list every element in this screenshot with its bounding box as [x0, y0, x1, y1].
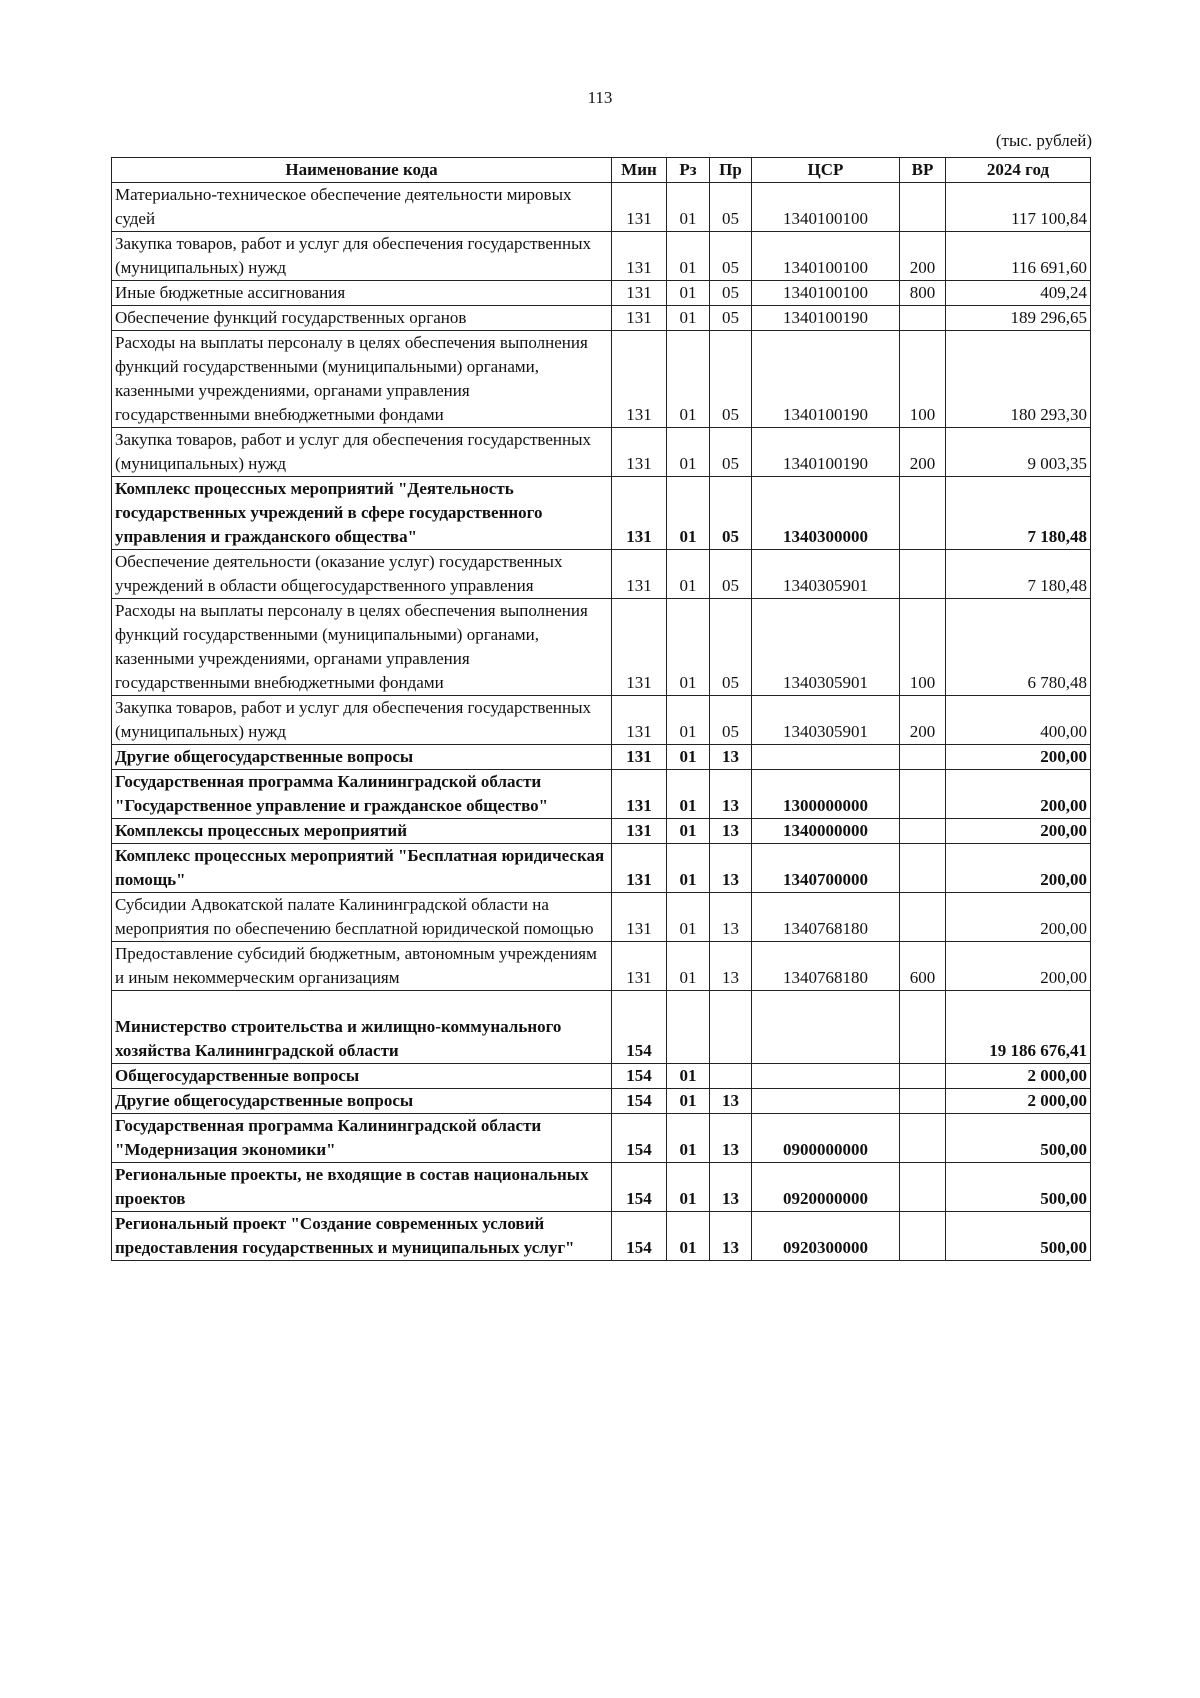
cell-min: 154	[612, 1089, 667, 1114]
table-row	[112, 306, 1091, 331]
cell-vr	[900, 1064, 946, 1089]
cell-rz: 01	[667, 1212, 710, 1261]
cell-name: Общегосударственные вопросы	[112, 1064, 612, 1089]
table-row	[112, 745, 1091, 770]
cell-vr	[900, 770, 946, 819]
table-row	[112, 599, 1091, 696]
cell-name: Министерство строительства и жилищно-коммунального хозяйства Калининградской области	[112, 991, 612, 1064]
cell-amount: 2 000,00	[946, 1089, 1091, 1114]
cell-name: Государственная программа Калининградской области "Государственное управление и гражданское общество"	[112, 770, 612, 819]
unit-note: (тыс. рублей)	[995, 131, 1092, 150]
cell-csr: 1340100100	[752, 281, 900, 306]
cell-amount: 200,00	[946, 819, 1091, 844]
cell-vr	[900, 1163, 946, 1212]
page-number: 113	[587, 88, 613, 107]
cell-csr	[752, 1089, 900, 1114]
cell-min: 131	[612, 232, 667, 281]
table-body	[112, 183, 1091, 1261]
cell-amount: 117 100,84	[946, 183, 1091, 232]
cell-amount: 200,00	[946, 770, 1091, 819]
cell-vr	[900, 550, 946, 599]
cell-csr: 0920300000	[752, 1212, 900, 1261]
cell-vr	[900, 893, 946, 942]
cell-csr: 1340100190	[752, 428, 900, 477]
cell-min: 131	[612, 428, 667, 477]
cell-csr: 1340300000	[752, 477, 900, 550]
cell-pr: 13	[710, 1089, 752, 1114]
cell-pr: 05	[710, 428, 752, 477]
header-name: Наименование кода	[112, 158, 612, 183]
cell-rz: 01	[667, 281, 710, 306]
cell-amount: 6 780,48	[946, 599, 1091, 696]
header-csr: ЦСР	[752, 158, 900, 183]
cell-min: 131	[612, 183, 667, 232]
cell-name: Закупка товаров, работ и услуг для обеспечения государственных (муниципальных) нужд	[112, 428, 612, 477]
cell-name: Расходы на выплаты персоналу в целях обеспечения выполнения функций государственными (муниципальными) органами, казенными учреждениями, органами управления государственными внебюджетными фондами	[112, 599, 612, 696]
table-row	[112, 696, 1091, 745]
cell-csr	[752, 745, 900, 770]
cell-pr: 05	[710, 550, 752, 599]
table-row	[112, 1163, 1091, 1212]
cell-vr: 800	[900, 281, 946, 306]
cell-csr: 1340100100	[752, 183, 900, 232]
cell-amount: 500,00	[946, 1163, 1091, 1212]
cell-name: Иные бюджетные ассигнования	[112, 281, 612, 306]
cell-min: 131	[612, 819, 667, 844]
cell-min: 131	[612, 550, 667, 599]
cell-rz: 01	[667, 183, 710, 232]
cell-amount: 500,00	[946, 1114, 1091, 1163]
cell-vr	[900, 1212, 946, 1261]
cell-min: 131	[612, 745, 667, 770]
cell-name: Другие общегосударственные вопросы	[112, 1089, 612, 1114]
cell-vr: 200	[900, 232, 946, 281]
cell-name: Предоставление субсидий бюджетным, автономным учреждениям и иным некоммерческим организациям	[112, 942, 612, 991]
cell-vr	[900, 477, 946, 550]
cell-pr	[710, 1064, 752, 1089]
cell-vr: 600	[900, 942, 946, 991]
cell-min: 131	[612, 306, 667, 331]
cell-pr: 13	[710, 770, 752, 819]
table-row	[112, 477, 1091, 550]
cell-name: Закупка товаров, работ и услуг для обеспечения государственных (муниципальных) нужд	[112, 232, 612, 281]
cell-min: 131	[612, 331, 667, 428]
table-row	[112, 844, 1091, 893]
header-pr: Пр	[710, 158, 752, 183]
cell-pr	[710, 991, 752, 1064]
cell-rz: 01	[667, 770, 710, 819]
table-header-row	[112, 158, 1091, 183]
cell-csr: 1300000000	[752, 770, 900, 819]
cell-rz: 01	[667, 599, 710, 696]
cell-min: 131	[612, 770, 667, 819]
cell-vr: 100	[900, 599, 946, 696]
cell-amount: 116 691,60	[946, 232, 1091, 281]
cell-name: Региональный проект "Создание современных условий предоставления государственных и муниципальных услуг"	[112, 1212, 612, 1261]
cell-name: Комплекс процессных мероприятий "Бесплатная юридическая помощь"	[112, 844, 612, 893]
cell-pr: 05	[710, 599, 752, 696]
cell-rz: 01	[667, 696, 710, 745]
cell-min: 154	[612, 991, 667, 1064]
cell-csr: 1340000000	[752, 819, 900, 844]
cell-vr	[900, 745, 946, 770]
cell-rz: 01	[667, 1089, 710, 1114]
cell-name: Обеспечение функций государственных органов	[112, 306, 612, 331]
cell-vr: 200	[900, 696, 946, 745]
table-row	[112, 770, 1091, 819]
cell-name: Региональные проекты, не входящие в состав национальных проектов	[112, 1163, 612, 1212]
cell-rz: 01	[667, 550, 710, 599]
cell-pr: 13	[710, 1163, 752, 1212]
cell-amount: 2 000,00	[946, 1064, 1091, 1089]
cell-csr: 0900000000	[752, 1114, 900, 1163]
cell-rz: 01	[667, 819, 710, 844]
cell-vr	[900, 306, 946, 331]
cell-name: Комплекс процессных мероприятий "Деятельность государственных учреждений в сфере государственного управления и гражданского общества"	[112, 477, 612, 550]
cell-min: 131	[612, 477, 667, 550]
cell-min: 131	[612, 696, 667, 745]
budget-table	[111, 157, 1091, 1261]
table-row	[112, 1212, 1091, 1261]
cell-rz: 01	[667, 331, 710, 428]
cell-csr: 1340305901	[752, 550, 900, 599]
cell-min: 131	[612, 599, 667, 696]
cell-vr	[900, 819, 946, 844]
cell-vr	[900, 991, 946, 1064]
cell-pr: 13	[710, 1212, 752, 1261]
cell-rz: 01	[667, 1163, 710, 1212]
cell-csr: 1340305901	[752, 599, 900, 696]
cell-rz: 01	[667, 306, 710, 331]
cell-amount: 500,00	[946, 1212, 1091, 1261]
cell-name: Комплексы процессных мероприятий	[112, 819, 612, 844]
cell-pr: 13	[710, 819, 752, 844]
table-row	[112, 991, 1091, 1064]
cell-amount: 409,24	[946, 281, 1091, 306]
table-row	[112, 331, 1091, 428]
cell-min: 131	[612, 844, 667, 893]
table-row	[112, 232, 1091, 281]
cell-name: Обеспечение деятельности (оказание услуг) государственных учреждений в области общегосударственного управления	[112, 550, 612, 599]
cell-rz	[667, 991, 710, 1064]
cell-amount: 19 186 676,41	[946, 991, 1091, 1064]
header-rz: Рз	[667, 158, 710, 183]
cell-rz: 01	[667, 1114, 710, 1163]
table-row	[112, 942, 1091, 991]
cell-pr: 05	[710, 477, 752, 550]
cell-csr: 1340100190	[752, 331, 900, 428]
cell-rz: 01	[667, 1064, 710, 1089]
header-vr: ВР	[900, 158, 946, 183]
table-row	[112, 550, 1091, 599]
cell-vr	[900, 1114, 946, 1163]
cell-amount: 400,00	[946, 696, 1091, 745]
table-row	[112, 428, 1091, 477]
cell-rz: 01	[667, 428, 710, 477]
table-row	[112, 1114, 1091, 1163]
cell-min: 154	[612, 1064, 667, 1089]
cell-csr: 1340305901	[752, 696, 900, 745]
cell-vr: 200	[900, 428, 946, 477]
cell-csr: 1340100100	[752, 232, 900, 281]
table-row	[112, 819, 1091, 844]
cell-name: Государственная программа Калининградской области "Модернизация экономики"	[112, 1114, 612, 1163]
cell-amount: 200,00	[946, 844, 1091, 893]
cell-pr: 05	[710, 306, 752, 331]
cell-amount: 200,00	[946, 745, 1091, 770]
cell-amount: 7 180,48	[946, 550, 1091, 599]
cell-min: 131	[612, 281, 667, 306]
cell-pr: 05	[710, 281, 752, 306]
cell-min: 154	[612, 1114, 667, 1163]
table-row	[112, 1089, 1091, 1114]
cell-amount: 7 180,48	[946, 477, 1091, 550]
cell-rz: 01	[667, 232, 710, 281]
cell-pr: 05	[710, 232, 752, 281]
cell-rz: 01	[667, 893, 710, 942]
cell-pr: 05	[710, 696, 752, 745]
cell-vr	[900, 844, 946, 893]
cell-vr: 100	[900, 331, 946, 428]
table-row	[112, 893, 1091, 942]
cell-csr	[752, 1064, 900, 1089]
cell-csr: 1340768180	[752, 942, 900, 991]
cell-pr: 13	[710, 844, 752, 893]
cell-vr	[900, 183, 946, 232]
cell-csr	[752, 991, 900, 1064]
cell-min: 131	[612, 893, 667, 942]
cell-csr: 1340700000	[752, 844, 900, 893]
table-row	[112, 281, 1091, 306]
cell-pr: 13	[710, 1114, 752, 1163]
cell-name: Материально-техническое обеспечение деятельности мировых судей	[112, 183, 612, 232]
cell-min: 154	[612, 1163, 667, 1212]
cell-amount: 200,00	[946, 942, 1091, 991]
cell-amount: 200,00	[946, 893, 1091, 942]
cell-amount: 9 003,35	[946, 428, 1091, 477]
cell-name: Закупка товаров, работ и услуг для обеспечения государственных (муниципальных) нужд	[112, 696, 612, 745]
table-row	[112, 183, 1091, 232]
cell-pr: 13	[710, 745, 752, 770]
cell-name: Другие общегосударственные вопросы	[112, 745, 612, 770]
cell-pr: 13	[710, 893, 752, 942]
cell-name: Субсидии Адвокатской палате Калининградской области на мероприятия по обеспечению бесплатной юридической помощью	[112, 893, 612, 942]
cell-csr: 0920000000	[752, 1163, 900, 1212]
cell-rz: 01	[667, 477, 710, 550]
header-min: Мин	[612, 158, 667, 183]
cell-csr: 1340768180	[752, 893, 900, 942]
cell-vr	[900, 1089, 946, 1114]
cell-rz: 01	[667, 844, 710, 893]
cell-name: Расходы на выплаты персоналу в целях обеспечения выполнения функций государственными (муниципальными) органами, казенными учреждениями, органами управления государственными внебюджетными фондами	[112, 331, 612, 428]
cell-pr: 05	[710, 331, 752, 428]
cell-csr: 1340100190	[752, 306, 900, 331]
cell-pr: 05	[710, 183, 752, 232]
cell-rz: 01	[667, 942, 710, 991]
cell-min: 154	[612, 1212, 667, 1261]
header-year: 2024 год	[946, 158, 1091, 183]
cell-rz: 01	[667, 745, 710, 770]
cell-pr: 13	[710, 942, 752, 991]
cell-min: 131	[612, 942, 667, 991]
cell-amount: 180 293,30	[946, 331, 1091, 428]
table-row	[112, 1064, 1091, 1089]
cell-amount: 189 296,65	[946, 306, 1091, 331]
